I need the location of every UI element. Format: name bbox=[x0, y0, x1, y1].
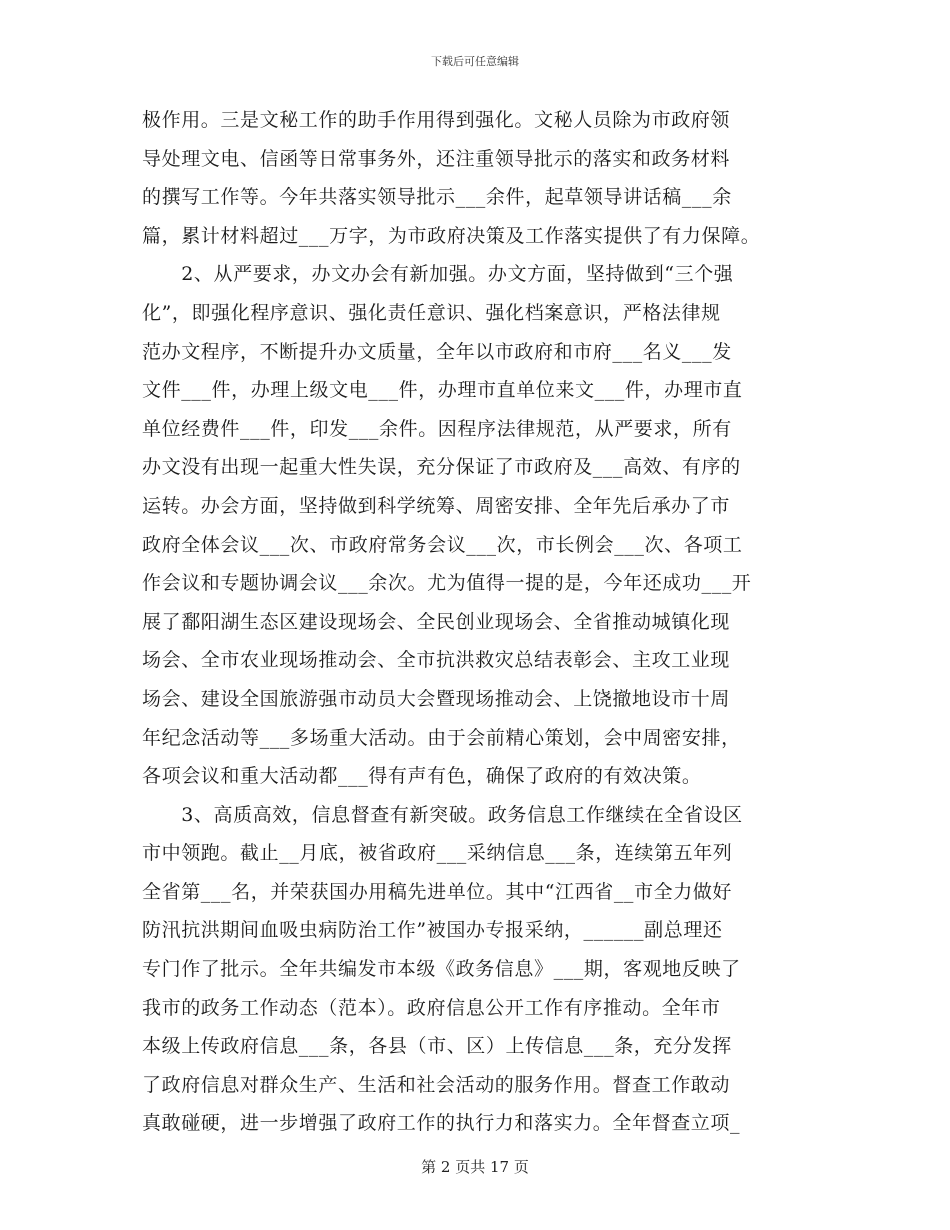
text-line: 真敢碰硬，进一步增强了政府工作的执行力和落实力。全年督查立项_ bbox=[142, 1112, 741, 1135]
text-line: 专门作了批示。全年共编发市本级《政务信息》___期，客观地反映了 bbox=[142, 958, 741, 981]
text-line: 导处理文电、信函等日常事务外，还注重领导批示的落实和政务材料 bbox=[142, 147, 731, 170]
document-body bbox=[142, 101, 812, 1143]
text-line: 化”，即强化程序意识、强化责任意识、强化档案意识，严格法律规 bbox=[142, 301, 721, 324]
text-line: 3、高质高效，信息督查有新突破。政务信息工作继续在全省设区 bbox=[142, 803, 743, 826]
text-line: 场会、全市农业现场推动会、全市抗洪救灾总结表彰会、主攻工业现 bbox=[142, 649, 731, 672]
text-line: 年纪念活动等___多场重大活动。由于会前精心策划，会中周密安排， bbox=[142, 726, 741, 749]
text-line: 极作用。三是文秘工作的助手作用得到强化。文秘人员除为市政府领 bbox=[142, 109, 731, 131]
text-line: 政府全体会议___次、市政府常务会议___次，市长例会___次、各项工 bbox=[142, 533, 743, 556]
text-line: 我市的政务工作动态（范本）。政府信息公开工作有序推动。全年市 bbox=[142, 996, 721, 1019]
page-number: 第 2 页共 17 页 bbox=[421, 1158, 529, 1176]
text-line: 作会议和专题协调会议___余次。尤为值得一提的是，今年还成功___开 bbox=[142, 572, 752, 595]
page-header-note: 下载后可任意编辑 bbox=[431, 55, 519, 68]
text-line: 各项会议和重大活动都___得有声有色，确保了政府的有效决策。 bbox=[142, 765, 702, 788]
text-line: 运转。办会方面，坚持做到科学统筹、周密安排、全年先后承办了市 bbox=[142, 494, 731, 517]
text-line: 了政府信息对群众生产、生活和社会活动的服务作用。督查工作敢动 bbox=[142, 1073, 731, 1096]
text-line: 本级上传政府信息___条，各县（市、区）上传信息___条，充分发挥 bbox=[142, 1035, 732, 1058]
text-line: 篇，累计材料超过___万字，为市政府决策及工作落实提供了有力保障。 bbox=[142, 224, 761, 247]
text-line: 场会、建设全国旅游强市动员大会暨现场推动会、上饶撤地设市十周 bbox=[142, 687, 731, 710]
text-line: 范办文程序，不断提升办文质量，全年以市政府和市府___名义___发 bbox=[142, 340, 732, 363]
text-line: 全省第___名，并荣获国办用稿先进单位。其中“江西省__市全力做好 bbox=[142, 880, 733, 903]
text-line: 防汛抗洪期间血吸虫病防治工作”被国办专报采纳，______副总理还 bbox=[142, 919, 723, 942]
text-line: 文件___件，办理上级文电___件，办理市直单位来文___件，办理市直 bbox=[142, 379, 743, 402]
text-line: 2、从严要求，办文办会有新加强。办文方面，坚持做到“三个强 bbox=[142, 263, 734, 286]
text-line: 市中领跑。截止__月底，被省政府___采纳信息___条，连续第五年列 bbox=[142, 842, 733, 865]
text-line: 的撰写工作等。今年共落实领导批示___余件，起草领导讲话稿___余 bbox=[142, 186, 732, 209]
text-line: 展了鄱阳湖生态区建设现场会、全民创业现场会、全省推动城镇化现 bbox=[142, 610, 731, 633]
text-line: 单位经费件___件，印发___余件。因程序法律规范，从严要求，所有 bbox=[142, 417, 732, 440]
text-line: 办文没有出现一起重大性失误，充分保证了市政府及___高效、有序的 bbox=[142, 456, 741, 479]
